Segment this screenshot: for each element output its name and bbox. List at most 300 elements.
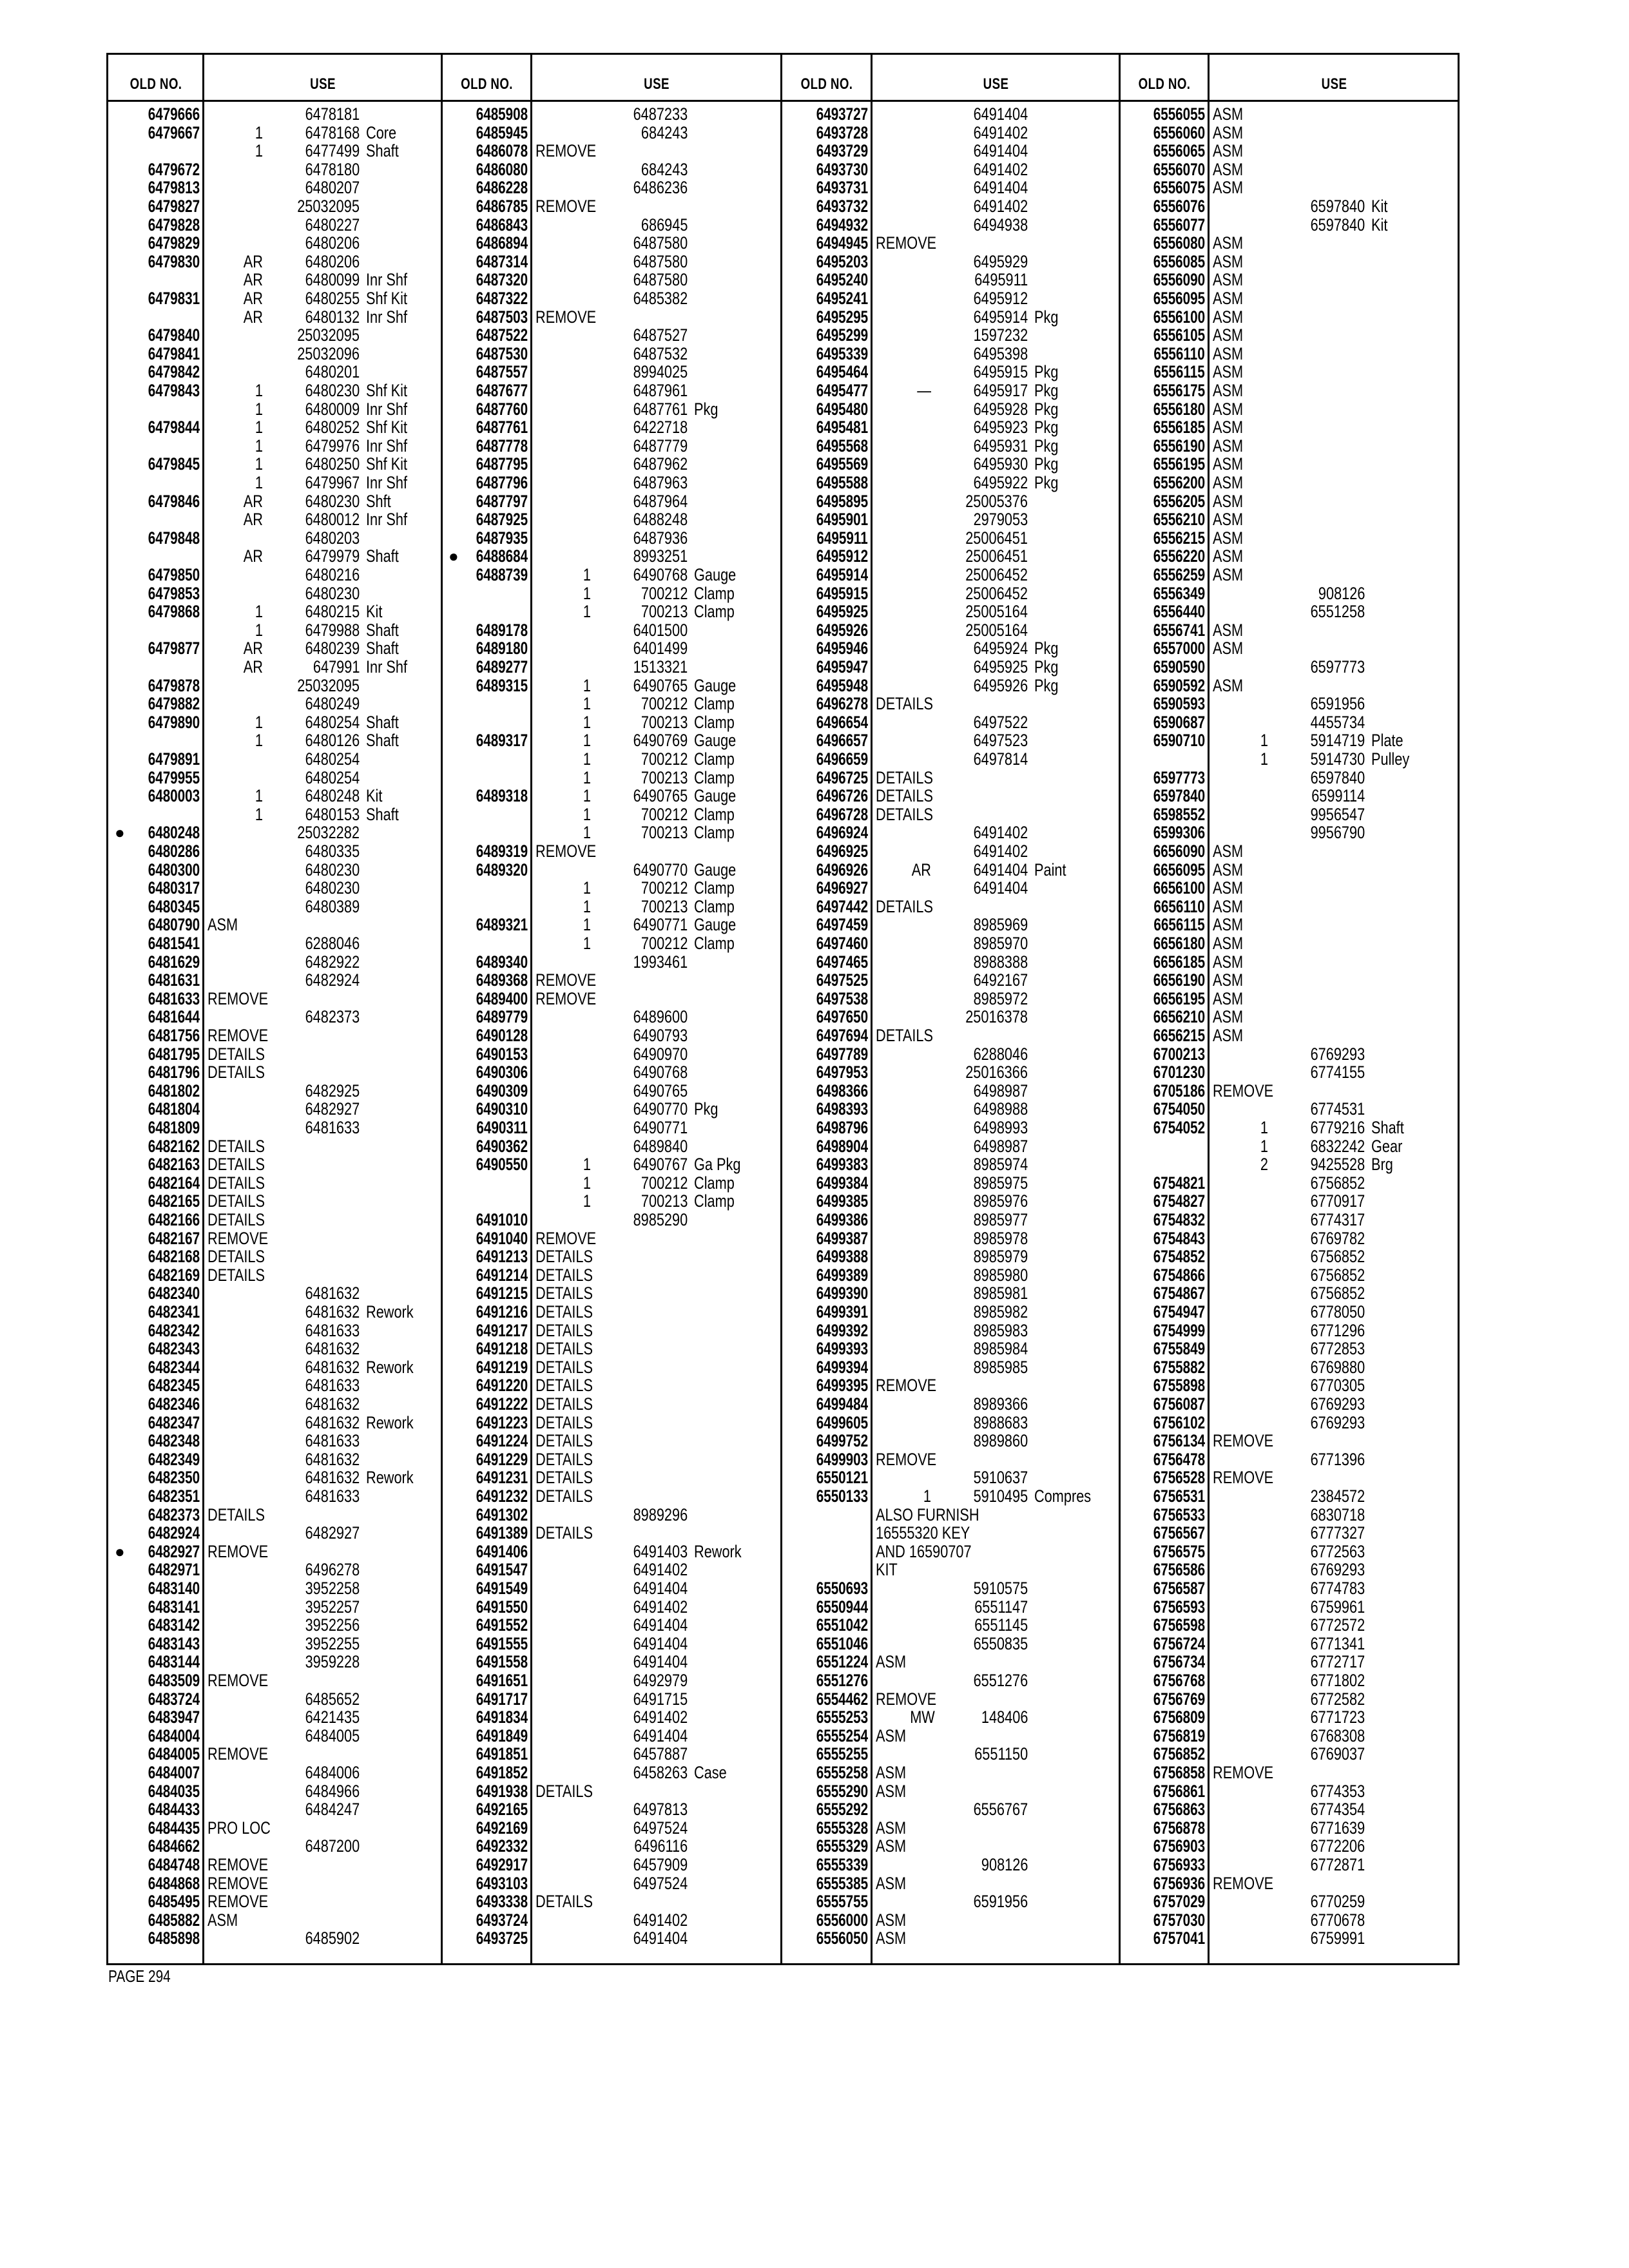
quantity: AR <box>243 510 263 530</box>
table-row <box>782 271 1120 289</box>
use-note: Gauge <box>694 915 737 935</box>
use-number: 6480153 <box>305 804 360 824</box>
use-number: 6480227 <box>305 215 360 235</box>
table-row <box>442 253 782 271</box>
old-number: 6756598 <box>1153 1615 1205 1635</box>
old-number: 6484005 <box>148 1744 200 1764</box>
use-number: 6770678 <box>1310 1910 1365 1930</box>
use-number: 6487963 <box>633 473 688 492</box>
table-row <box>782 750 1120 769</box>
old-number: 6487320 <box>476 270 528 290</box>
table-row <box>442 1211 782 1229</box>
use-number: 6771639 <box>1310 1818 1365 1838</box>
table-row <box>1120 1616 1460 1635</box>
table-row <box>782 1026 1120 1045</box>
use-number: 6772206 <box>1310 1836 1365 1856</box>
use-note: Clamp <box>694 1173 735 1193</box>
table-row <box>108 1137 442 1156</box>
use-number: 700212 <box>641 878 688 898</box>
old-number: 6481756 <box>148 1026 200 1045</box>
use-number: 6487527 <box>633 325 688 345</box>
use-number: 6479976 <box>305 436 360 456</box>
old-number: 6482348 <box>148 1431 200 1451</box>
old-number: 6756587 <box>1153 1579 1205 1598</box>
status-text: DETAILS <box>535 1449 593 1469</box>
status-text: ASM <box>1213 307 1244 327</box>
use-number: 6487961 <box>633 381 688 400</box>
table-row <box>108 971 442 990</box>
table-row <box>442 953 782 972</box>
table-row <box>782 381 1120 400</box>
use-number: 6832242 <box>1310 1136 1365 1156</box>
old-number: 6499393 <box>816 1339 868 1359</box>
use-number: 25005164 <box>965 620 1028 640</box>
old-no-header: OLD NO. <box>130 75 182 93</box>
status-text: REMOVE <box>876 1376 937 1396</box>
use-number: 6488248 <box>633 510 688 530</box>
table-row <box>442 750 782 769</box>
table-row <box>1120 1487 1460 1506</box>
use-number: 6491404 <box>633 1615 688 1635</box>
old-number: 6482342 <box>148 1320 200 1340</box>
table-row <box>1120 271 1460 289</box>
quantity: 1 <box>583 694 591 714</box>
table-row <box>108 713 442 732</box>
use-header: USE <box>983 75 1009 93</box>
old-number: 6484748 <box>148 1855 200 1874</box>
table-row <box>782 731 1120 750</box>
quantity: MW <box>910 1707 935 1727</box>
use-number: 6772563 <box>1310 1541 1365 1561</box>
use-number: 6756852 <box>1310 1283 1365 1303</box>
use-number: 6480203 <box>305 528 360 548</box>
table-row <box>1120 1524 1460 1542</box>
use-note: Shaft <box>366 546 399 566</box>
old-number: 6482346 <box>148 1394 200 1414</box>
old-number: 6487760 <box>476 399 528 419</box>
status-text: 16555320 KEY <box>876 1523 970 1543</box>
table-row <box>442 1321 782 1340</box>
table-row <box>442 621 782 640</box>
use-number: 6551150 <box>974 1744 1028 1764</box>
table-row <box>782 1247 1120 1266</box>
old-number: 6556180 <box>1153 399 1205 419</box>
old-number: 6756861 <box>1153 1781 1205 1801</box>
old-number: 6487322 <box>476 289 528 308</box>
use-number: 6481632 <box>305 1449 360 1469</box>
use-number: 6422718 <box>633 418 688 437</box>
table-row <box>108 1045 442 1064</box>
table-row <box>782 437 1120 456</box>
old-number: 6491851 <box>476 1744 528 1764</box>
table-row <box>108 1800 442 1819</box>
status-text: DETAILS <box>535 1468 593 1488</box>
old-number: 6496659 <box>816 749 868 769</box>
table-row <box>1120 289 1460 308</box>
table-row <box>1120 474 1460 492</box>
use-number: 6480230 <box>305 491 360 511</box>
old-number: 6483724 <box>148 1689 200 1709</box>
table-row <box>108 934 442 953</box>
use-number: 6489840 <box>633 1136 688 1156</box>
use-note: Inr Shf <box>366 399 408 419</box>
status-text: REMOVE <box>535 1228 597 1248</box>
old-number: 6754999 <box>1153 1320 1205 1340</box>
table-row <box>782 1690 1120 1709</box>
status-text: ASM <box>1213 970 1244 990</box>
use-number: 6480255 <box>305 289 360 308</box>
old-number: 6489318 <box>476 786 528 806</box>
table-row <box>782 990 1120 1008</box>
use-number: 6491404 <box>633 1928 688 1948</box>
table-row <box>108 308 442 327</box>
old-number: 6495925 <box>816 602 868 622</box>
table-row <box>442 1155 782 1174</box>
table-row <box>442 1763 782 1782</box>
use-number: 6487962 <box>633 454 688 474</box>
status-text: ASM <box>207 1910 238 1930</box>
old-number: 6497694 <box>816 1026 868 1045</box>
old-number: 6489315 <box>476 675 528 695</box>
table-row <box>782 805 1120 824</box>
table-row <box>1120 326 1460 345</box>
use-number: 6480230 <box>305 860 360 879</box>
use-number: 6478180 <box>305 159 360 179</box>
table-row <box>442 1192 782 1211</box>
old-number: 6485495 <box>148 1892 200 1912</box>
use-number: 700212 <box>641 583 688 603</box>
old-number: 6556195 <box>1153 454 1205 474</box>
use-number: 25032095 <box>297 197 360 216</box>
table-row <box>442 823 782 842</box>
table-row <box>108 677 442 695</box>
old-number: 6756903 <box>1153 1836 1205 1856</box>
old-number: 6489400 <box>476 988 528 1008</box>
table-row <box>782 510 1120 529</box>
table-row <box>1120 934 1460 953</box>
quantity: 1 <box>583 786 591 806</box>
old-number: 6490309 <box>476 1081 528 1100</box>
use-number: 6769880 <box>1310 1357 1365 1377</box>
status-text: DETAILS <box>207 1136 265 1156</box>
table-row <box>108 1395 442 1414</box>
old-number: 6481804 <box>148 1099 200 1119</box>
table-row <box>108 1892 442 1911</box>
status-text: ASM <box>1213 528 1244 548</box>
use-number: 6774317 <box>1310 1210 1365 1229</box>
use-number: 6768308 <box>1310 1725 1365 1745</box>
use-number: 25006451 <box>965 546 1028 566</box>
table-row <box>1120 990 1460 1008</box>
old-number: 6499385 <box>816 1191 868 1211</box>
use-note: Shaft <box>366 804 399 824</box>
old-number: 6484435 <box>148 1818 200 1838</box>
old-number: 6555254 <box>816 1725 868 1745</box>
use-number: 6495911 <box>974 270 1028 290</box>
table-row <box>1120 142 1460 160</box>
old-number: 6487557 <box>476 362 528 382</box>
old-number: 6756852 <box>1153 1744 1205 1764</box>
status-text: ASM <box>876 1928 907 1948</box>
table-row <box>782 602 1120 621</box>
use-number: 6495930 <box>973 454 1028 474</box>
old-number: 6484035 <box>148 1781 200 1801</box>
table-row <box>1120 1763 1460 1782</box>
table-row <box>782 418 1120 437</box>
table-row <box>1120 1284 1460 1303</box>
header-rule <box>108 100 1458 102</box>
use-number: 6772871 <box>1310 1855 1365 1874</box>
status-text: REMOVE <box>1213 1081 1274 1100</box>
old-number: 6479844 <box>148 418 200 437</box>
quantity: AR <box>243 546 263 566</box>
table-row <box>1120 1579 1460 1598</box>
old-number: 6480317 <box>148 878 200 898</box>
table-row <box>442 584 782 603</box>
old-number: 6495912 <box>816 546 868 566</box>
use-number: 6457909 <box>633 1855 688 1874</box>
table-row <box>108 658 442 677</box>
table-row <box>1120 1653 1460 1671</box>
old-number: 6590592 <box>1153 675 1205 695</box>
quantity: AR <box>911 860 931 879</box>
old-number: 6499390 <box>816 1283 868 1303</box>
use-number: 6481633 <box>305 1486 360 1506</box>
old-number: 6485908 <box>476 104 528 124</box>
table-row <box>782 898 1120 916</box>
use-note: Ga Pkg <box>694 1155 741 1175</box>
old-number: 6497538 <box>816 988 868 1008</box>
table-row <box>442 1432 782 1450</box>
table-row <box>442 1229 782 1248</box>
use-note: Clamp <box>694 823 735 843</box>
use-number: 6457887 <box>633 1744 688 1764</box>
use-note: Inr Shf <box>366 473 408 492</box>
old-number: 6756734 <box>1153 1652 1205 1672</box>
table-row <box>1120 677 1460 695</box>
use-number: 25016378 <box>965 1007 1028 1027</box>
old-number: 6480003 <box>148 786 200 806</box>
old-number: 6496927 <box>816 878 868 898</box>
old-number: 6482347 <box>148 1412 200 1432</box>
table-row <box>108 381 442 400</box>
table-row <box>1120 621 1460 640</box>
quantity: 1 <box>255 418 263 437</box>
old-number: 6487797 <box>476 491 528 511</box>
table-row <box>442 1340 782 1358</box>
table-row <box>442 400 782 419</box>
use-note: Pkg <box>1034 675 1059 695</box>
use-number: 6479988 <box>305 620 360 640</box>
table-row <box>108 1506 442 1524</box>
use-number: 6490765 <box>633 1081 688 1100</box>
old-number: 6489321 <box>476 915 528 935</box>
table-row <box>442 769 782 787</box>
use-number: 6551145 <box>974 1615 1028 1635</box>
quantity: 1 <box>255 786 263 806</box>
table-row <box>782 658 1120 677</box>
table-row <box>1120 1045 1460 1064</box>
use-number: 6769293 <box>1310 1412 1365 1432</box>
table-row <box>108 898 442 916</box>
old-number: 6491222 <box>476 1394 528 1414</box>
use-note: Pkg <box>1034 362 1059 382</box>
old-number: 6495948 <box>816 675 868 695</box>
table-row <box>108 1414 442 1432</box>
status-text: ASM <box>1213 473 1244 492</box>
old-number: 6484004 <box>148 1725 200 1745</box>
status-text: ASM <box>1213 251 1244 271</box>
status-text: ASM <box>1213 878 1244 898</box>
table-row <box>782 1727 1120 1745</box>
use-number: 6495922 <box>973 473 1028 492</box>
old-number: 6556075 <box>1153 178 1205 198</box>
use-number: 6494938 <box>973 215 1028 235</box>
old-number: 6497953 <box>816 1062 868 1082</box>
old-number: 6492165 <box>476 1800 528 1820</box>
table-row <box>442 639 782 658</box>
table-row <box>1120 584 1460 603</box>
old-number: 6496926 <box>816 860 868 879</box>
use-number: 6484966 <box>305 1781 360 1801</box>
old-number: 6482341 <box>148 1302 200 1321</box>
old-number: 6754827 <box>1153 1191 1205 1211</box>
use-number: 6597840 <box>1310 215 1365 235</box>
old-number: 6555755 <box>816 1892 868 1912</box>
table-row <box>782 474 1120 492</box>
quantity: 1 <box>255 620 263 640</box>
use-number: 9956547 <box>1310 804 1365 824</box>
table-row <box>1120 1468 1460 1487</box>
status-text: DETAILS <box>535 1339 593 1359</box>
old-number: 6482165 <box>148 1191 200 1211</box>
old-number: 6491218 <box>476 1339 528 1359</box>
old-number: 6482351 <box>148 1486 200 1506</box>
table-row <box>108 345 442 363</box>
table-row <box>1120 953 1460 972</box>
old-number: 6496725 <box>816 767 868 787</box>
old-number: 6495901 <box>816 510 868 530</box>
old-number: 6556200 <box>1153 473 1205 492</box>
table-row <box>442 1690 782 1709</box>
old-number: 6493338 <box>476 1892 528 1912</box>
status-text: ASM <box>1213 934 1244 953</box>
use-number: 25006452 <box>965 583 1028 603</box>
old-number: 6491216 <box>476 1302 528 1321</box>
table-row <box>1120 1856 1460 1874</box>
quantity: 2 <box>1260 1155 1268 1175</box>
old-number: 6485945 <box>476 122 528 142</box>
table-row <box>782 1892 1120 1911</box>
table-row <box>782 363 1120 381</box>
old-number: 6489340 <box>476 952 528 972</box>
old-number: 6555385 <box>816 1873 868 1893</box>
table-row <box>782 234 1120 253</box>
status-text: ASM <box>1213 1026 1244 1045</box>
quantity: 1 <box>583 767 591 787</box>
table-row <box>108 1782 442 1801</box>
table-row <box>108 1155 442 1174</box>
use-number: 6770259 <box>1310 1892 1365 1912</box>
status-text: ASM <box>1213 454 1244 474</box>
old-number: 6493732 <box>816 197 868 216</box>
use-number: 686945 <box>641 215 688 235</box>
use-number: 6777327 <box>1310 1523 1365 1543</box>
status-text: DETAILS <box>535 1302 593 1321</box>
use-number: 6487779 <box>633 436 688 456</box>
table-row <box>442 1727 782 1745</box>
use-number: 6495914 <box>973 307 1028 327</box>
status-text: DETAILS <box>535 1320 593 1340</box>
table-row <box>442 289 782 308</box>
use-note: Rework <box>366 1468 414 1488</box>
use-number: 700213 <box>641 1191 688 1211</box>
status-text: ASM <box>876 1725 907 1745</box>
table-row <box>442 1376 782 1395</box>
table-row <box>782 879 1120 898</box>
table-row <box>782 160 1120 179</box>
table-row <box>108 1727 442 1745</box>
use-number: 1993461 <box>633 952 688 972</box>
quantity: 1 <box>583 878 591 898</box>
old-number: 6484662 <box>148 1836 200 1856</box>
old-number: 6656095 <box>1153 860 1205 879</box>
old-number: 6481644 <box>148 1007 200 1027</box>
use-number: 6498988 <box>973 1099 1028 1119</box>
old-number: 6756528 <box>1153 1468 1205 1488</box>
old-number: 6489368 <box>476 970 528 990</box>
old-number: 6493730 <box>816 159 868 179</box>
old-number: 6479846 <box>148 491 200 511</box>
table-row <box>1120 1266 1460 1285</box>
status-text: DETAILS <box>535 1892 593 1912</box>
old-number: 6482169 <box>148 1265 200 1285</box>
table-row <box>782 1819 1120 1838</box>
table-row <box>442 197 782 216</box>
use-number: 6497522 <box>973 712 1028 732</box>
old-number: 6556060 <box>1153 122 1205 142</box>
old-number: 6754843 <box>1153 1228 1205 1248</box>
old-number: 6495569 <box>816 454 868 474</box>
old-number: 6491229 <box>476 1449 528 1469</box>
old-number: 6490311 <box>476 1118 528 1137</box>
table-row <box>782 1119 1120 1137</box>
status-text: ASM <box>1213 436 1244 456</box>
old-number: 6493725 <box>476 1928 528 1948</box>
table-row <box>782 124 1120 142</box>
old-number: 6495895 <box>816 491 868 511</box>
quantity: 1 <box>583 896 591 916</box>
old-number: 6496924 <box>816 823 868 843</box>
use-number: 6480012 <box>305 510 360 530</box>
use-number: 6498987 <box>973 1136 1028 1156</box>
use-number: 6770305 <box>1310 1376 1365 1396</box>
quantity: 1 <box>583 823 591 843</box>
table-row <box>442 1100 782 1119</box>
old-number: 6495203 <box>816 251 868 271</box>
use-number: 8993251 <box>633 546 688 566</box>
old-number: 6487530 <box>476 343 528 363</box>
table-row <box>108 271 442 289</box>
table-row <box>442 363 782 381</box>
table-row <box>442 1137 782 1156</box>
old-number: 6495588 <box>816 473 868 492</box>
table-row <box>1120 1432 1460 1450</box>
table-row <box>442 1450 782 1469</box>
table-row <box>1120 1819 1460 1838</box>
table-row <box>1120 1340 1460 1358</box>
old-number: 6482350 <box>148 1468 200 1488</box>
